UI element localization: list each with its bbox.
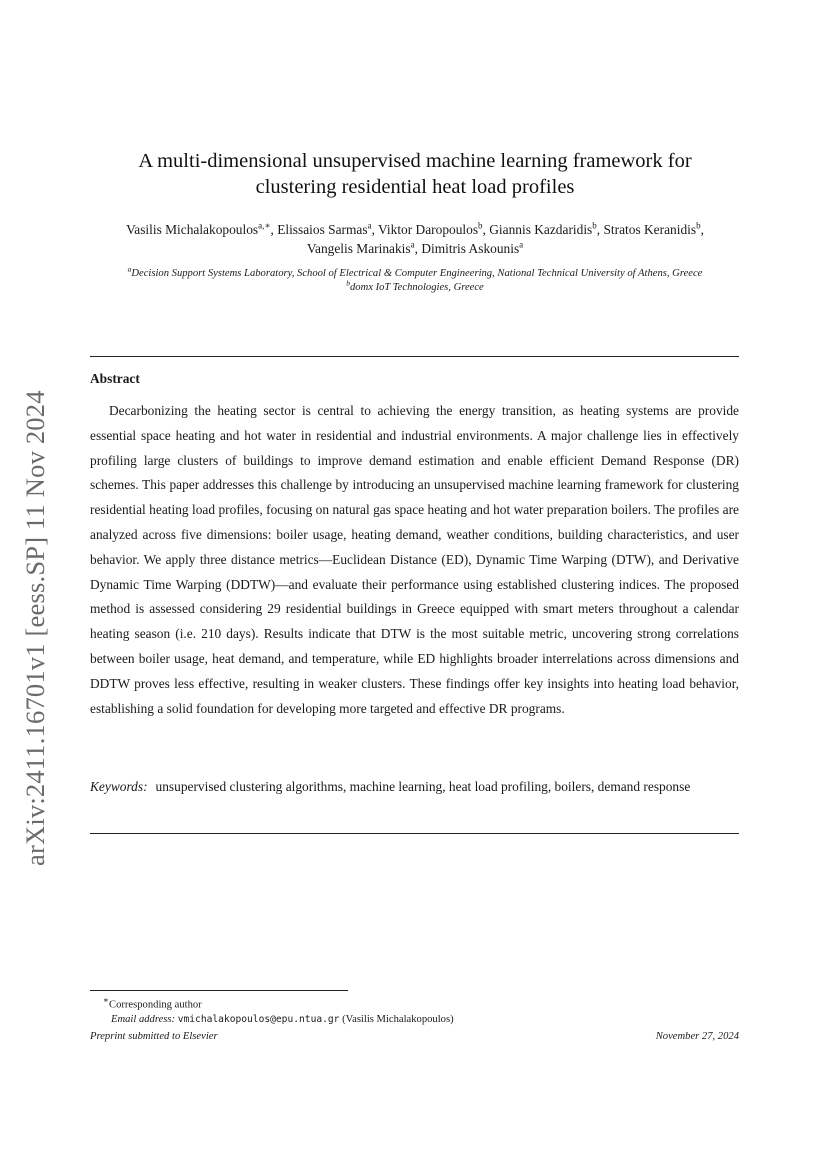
abstract-bottom-rule — [90, 833, 739, 834]
abstract-heading: Abstract — [90, 371, 140, 386]
author: Vangelis Marinakis$^a$, — [306, 239, 422, 256]
footer-date: November 27, 2024 — [655, 1031, 739, 1042]
keywords-label: Keywords: — [90, 779, 148, 794]
affiliations — [95, 264, 735, 294]
arxiv-identifier: arXiv:2411.16701v1 [eess.SP] 11 Nov 2024 — [20, 390, 50, 866]
email-link[interactable]: vmichalakopoulos@epu.ntua.gr — [177, 1014, 340, 1026]
author: Giannis Kazdaridis$^b$, — [489, 220, 604, 237]
abstract-top-rule — [90, 356, 739, 357]
author: Vasilis Michalakopoulos$^{a,∗}$, — [126, 220, 278, 237]
author: Viktor Daropoulos$^b$, — [378, 220, 490, 237]
title-line-1: A multi-dimensional unsupervised machine learning framework for — [138, 150, 692, 172]
footnote-corresponding: ∗Corresponding author — [103, 995, 202, 1011]
title-line-2: clustering residential heat load profiles — [255, 176, 575, 198]
author-list — [110, 220, 720, 258]
author: Dimitris Askounis$^a$ — [421, 239, 524, 256]
author: Elissaios Sarmas$^a$, — [277, 220, 379, 237]
footnote-rule — [90, 990, 348, 991]
affiliation: $^a$Decision Support Systems Laboratory, School of Electrical & Computer Engineering, National Technical University of Athens, Greece — [127, 264, 703, 279]
author: Stratos Keranidis$^b$, — [603, 220, 704, 237]
affiliation: $^b$domx IoT Technologies, Greece — [346, 277, 484, 293]
footer-preprint-note: Preprint submitted to Elsevier — [90, 1031, 218, 1042]
paper-title — [90, 148, 740, 200]
footnote-email: Email address: vmichalakopoulos@epu.ntua.gr (Vasilis Michalakopoulos) — [111, 1014, 454, 1026]
keywords — [90, 775, 739, 800]
abstract-body: Decarbonizing the heating sector is central to achieving the energy transition, as heating systems are provide essential space heating and hot water in residential and industrial environments. A major challenge lies in effectively profiling large clusters of buildings to improve demand estimation and enable efficient Demand Response (DR) schemes. This paper addresses this challenge by introducing an unsupervised machine learning framework for clustering residential heating load profiles, focusing on natural gas space heating and hot water preparation boilers. The profiles are analyzed across five dimensions: boiler usage, heating demand, weather conditions, building characteristics, and user behavior. We apply three distance metrics—Euclidean Distance (ED), Dynamic Time Warping (DTW), and Derivative Dynamic Time Warping (DDTW)—and evaluate their performance using established clustering indices. The proposed method is assessed considering 29 residential buildings in Greece equipped with smart meters throughout a calendar heating season (i.e. 210 days). Results indicate that DTW is the most suitable metric, uncovering strong correlations between boiler usage, heat demand, and temperature, while ED highlights broader interrelations across dimensions and DDTW proves less effective, resulting in weaker clusters. These findings offer key insights into heating load behavior, establishing a solid foundation for developing more targeted and effective DR programs. — [90, 403, 739, 716]
keywords-text: unsupervised clustering algorithms, machine learning, heat load profiling, boilers, demand response — [155, 779, 691, 794]
footnote — [90, 993, 730, 1028]
